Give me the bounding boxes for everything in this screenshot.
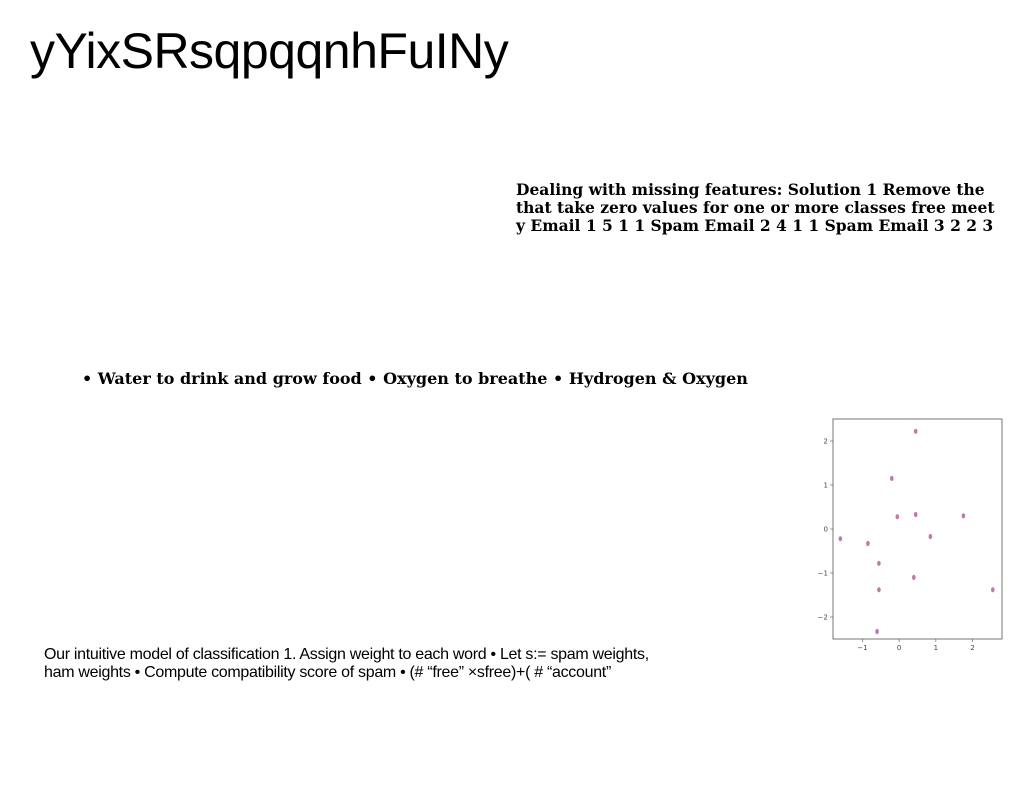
model-description-line: ham weights • Compute compatibility score of spam • (# “free” ×sfree)+( # “account”: [44, 664, 611, 681]
slide-notes: [516, 181, 1024, 235]
scatter-point: [991, 587, 995, 592]
slide-notes-line: y Email 1 5 1 1 Spam Email 2 4 1 1 Spam Email 3 2 2 3: [516, 216, 994, 235]
y-tick-label: 1: [823, 481, 828, 490]
scatter-point: [914, 512, 918, 517]
page-title: yYixSRsqpqqnhFuINy: [30, 23, 509, 79]
slide-notes-line: Dealing with missing features: Solution 1 Remove the: [516, 180, 985, 199]
scatter-point: [839, 536, 843, 541]
x-tick-label: 0: [896, 644, 902, 652]
y-tick-label: −2: [817, 613, 828, 622]
slide-notes-line: that take zero values for one or more classes free meet: [516, 198, 995, 217]
scatter-point: [877, 587, 881, 592]
scatter-point: [912, 575, 916, 580]
x-tick-label: 2: [970, 644, 975, 652]
scatter-point: [914, 429, 918, 434]
y-tick-label: −1: [817, 569, 828, 578]
bullet-list-text: • Water to drink and grow food • Oxygen to breathe • Hydrogen & Oxygen: [82, 369, 748, 388]
model-description: [44, 646, 649, 682]
scatter-point: [962, 513, 966, 518]
y-tick-label: 2: [823, 437, 828, 446]
scatter-point: [877, 561, 881, 566]
scatter-plot: [817, 416, 1010, 656]
scatter-point: [895, 514, 899, 519]
model-description-line: Our intuitive model of classification 1. Assign weight to each word • Let s:= spam weights,: [44, 646, 649, 663]
plot-frame: [833, 419, 1002, 639]
scatter-point: [929, 534, 933, 539]
scatter-point: [866, 541, 870, 546]
y-tick-label: 0: [823, 525, 828, 534]
x-tick-label: −1: [857, 644, 868, 652]
scatter-point: [875, 629, 879, 634]
scatter-point: [890, 476, 894, 481]
x-tick-label: 1: [933, 644, 939, 652]
